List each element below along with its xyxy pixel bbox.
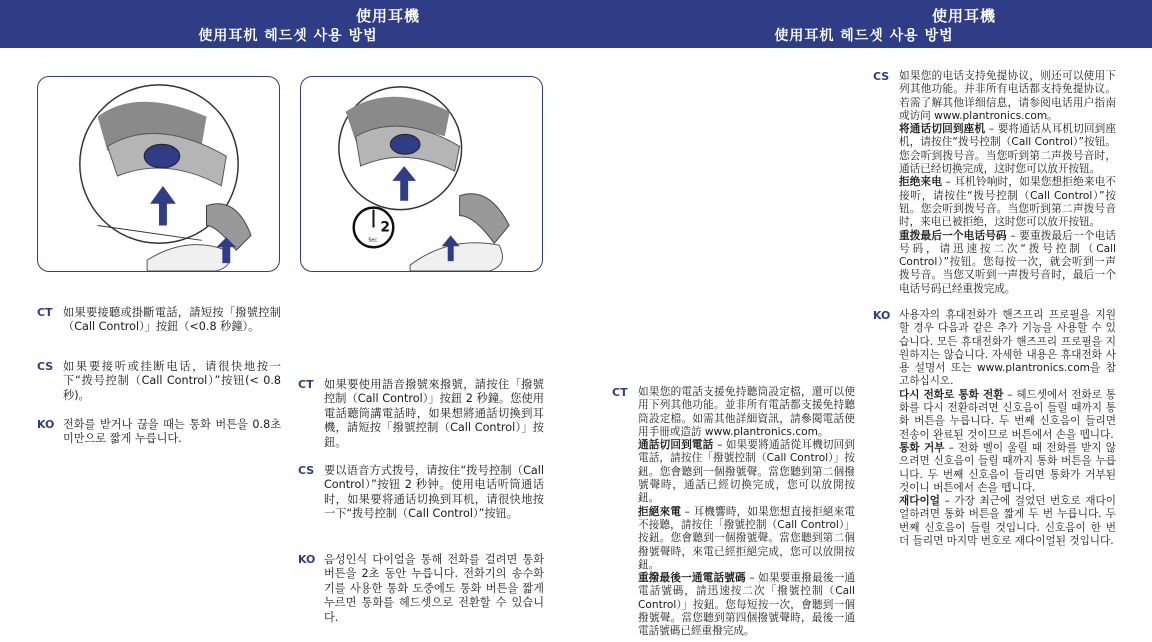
- col1-ko-text: 전화를 받거나 끊을 때는 통화 버튼을 0.8초 미만으로 짧게 누릅니다.: [63, 418, 281, 446]
- col4-cs-f1-text: – 要将通话从耳机切回到座机，请按住“拨号控制（Call Control）”按钮。您会听到拨号音。当您听到第二声拨号音时，通话已经切换完成，这时您可以放开按钮。: [899, 123, 1117, 176]
- col4-ko-f1-text: – 헤드셋에서 전화로 통화를 다시 전환하려면 신호음이 들릴 때까지 통화 버튼을 누릅니다. 두 번째 신호음이 들리면 전송이 완료된 것이므로 버튼에서 손을 뗍니다.: [899, 388, 1116, 441]
- col4-cs-f1-term: 将通话切回到座机: [899, 123, 986, 136]
- lang-code-ko: KO: [37, 418, 55, 431]
- col3-ct-f2-term: 拒絕來電: [638, 505, 682, 518]
- col3-ct-f3-text: – 如果要重撥最後一通電話號碼，請迅速按二次「撥號控制（Call Control）」按鈕。您每短按一次，會聽到一個撥號聲。當您聽到第四個撥號聲時，最後一通電話號碼已經重撥完成。: [638, 572, 855, 638]
- header-left: [0, 0, 576, 48]
- headset-hold-illustration: [301, 77, 542, 271]
- col2-ct-text: 如果要使用語音撥號來撥號，請按住「撥號控制（Call Control）」按鈕 2 秒鐘。您使用電話聽筒講電話時，如果想將通話切換到耳機，請短按「撥號控制（Call Control）」按鈕。: [324, 378, 544, 449]
- lang-code-ct: CT: [612, 386, 628, 399]
- col4-ko-f2-term: 통화 거부: [899, 441, 945, 454]
- lang-code-cs: CS: [873, 70, 890, 83]
- col3-ct-intro: 如果您的電話支援免持聽筒設定檔，還可以使用下列其他功能。並非所有電話都支援免持聽筒設定檔。如需其他詳細資訊，請參閱電話使用手冊或造訪 www.plantronics.com。: [638, 386, 855, 438]
- col4-ko-f1-term: 다시 전화로 통화 전환: [899, 388, 1004, 401]
- headset-press-illustration: [38, 77, 279, 271]
- col4-ko: [873, 309, 1116, 548]
- lang-code-ko: KO: [298, 553, 316, 566]
- col2-ct: [298, 378, 544, 450]
- lang-code-ct: CT: [298, 378, 314, 391]
- col2-ko-text: 음성인식 다이얼을 통해 전화를 걸려면 통화 버튼을 2초 동안 누릅니다. 전화기의 송수화기를 사용한 통화 도중에도 통화 버튼을 짧게 누르면 통화를 헤드셋으로 전환할 수 있습니다.: [324, 553, 544, 624]
- lang-code-ko: KO: [873, 309, 891, 322]
- col4-ko-f3-text: – 가장 최근에 걸었던 번호로 재다이얼하려면 통화 버튼을 짧게 두 번 누릅니다. 두 번째 신호음이 들릴 것입니다. 신호음이 한 번 더 들리면 마지막 번호로 재다이얼된 것입니다.: [899, 495, 1116, 548]
- col2-ko: [298, 553, 544, 625]
- col3-ct-f1-term: 通話切回到電話: [638, 439, 714, 452]
- col3-ct-f2-text: – 耳機響時，如果您想直接拒絕來電不接聽，請按住「撥號控制（Call Control）」按鈕。您會聽到一個撥號聲。當您聽到第二個撥號聲時，來電已經拒絕完成，您可以放開按鈕。: [638, 505, 856, 571]
- header-left-subtitle: 使用耳机 헤드셋 사용 방법: [198, 28, 378, 44]
- col4-cs-f3-term: 重拨最后一个电话号码: [899, 229, 1007, 242]
- header-right: [576, 0, 1152, 48]
- col1-ko: [37, 418, 281, 447]
- col4-cs: [873, 70, 1116, 296]
- header-right-title: 使用耳機: [931, 7, 996, 25]
- col4-cs-intro: 如果您的电话支持免提协议，则还可以使用下列其他功能。并非所有电话都支持免提协议。若需了解其他详细信息，请参阅电话用户指南或访问 www.plantronics.com。: [899, 70, 1116, 122]
- col2-cs: [298, 464, 544, 522]
- col1-ct: [37, 306, 281, 335]
- col4-cs-f2-text: – 耳机铃响时，如果您想拒绝来电不接听，请按住“拨号控制（Call Control）”按钮。您会听到拨号音。当您听到第二声拨号音时，来电已被拒绝，这时您可以放开按钮。: [899, 176, 1117, 229]
- lang-code-ct: CT: [37, 306, 53, 319]
- timer-unit: Sec.: [368, 237, 379, 244]
- col4-cs-f2-term: 拒绝来电: [899, 176, 943, 189]
- col4-ko-f3-term: 재다이얼: [899, 495, 940, 508]
- illustration-short-press: [37, 76, 280, 272]
- col1-cs: [37, 360, 281, 403]
- header-left-title: 使用耳機: [355, 7, 420, 25]
- col1-ct-text: 如果要接聽或掛斷電話，請短按「撥號控制（Call Control）」按鈕（<0.8 秒鐘）。: [63, 306, 281, 334]
- col1-cs-text: 如果要接听或挂断电话，请很快地按一下“拨号控制（Call Control）”按钮(< 0.8 秒)。: [63, 360, 281, 402]
- lang-code-cs: CS: [37, 360, 54, 373]
- header-right-subtitle: 使用耳机 헤드셋 사용 방법: [774, 28, 954, 44]
- col3-ct-f3-term: 重撥最後一通電話號碼: [638, 572, 746, 585]
- illustration-long-press: [300, 76, 543, 272]
- col4-ko-f2-text: – 전화 벨이 울릴 때 전화를 받지 않으려면 신호음이 들릴 때까지 통화 버튼을 누릅니다. 두 번째 신호음이 들리면 통화가 거부된 것이니 버튼에서 손을 뗍니다.: [899, 441, 1116, 494]
- col3-ct: [612, 386, 855, 639]
- col4-ko-intro: 사용자의 휴대전화가 핸즈프리 프로필을 지원할 경우 다음과 같은 추가 기능을 사용할 수 있습니다. 모든 휴대전화가 핸즈프리 프로필을 지원하지는 않습니다. 자세한 내용은 휴대전화 사용 설명서 또는 www.plantronics.com을 참고하십시오.: [899, 309, 1116, 388]
- col4-cs-f3-text: – 要重拨最后一个电话号码，请迅速按二次“拨号控制（Call Control）”按钮。您每按一次，就会听到一声拨号音。当您又听到一声拨号音时，最后一个电话号码已经重拨完成。: [899, 229, 1116, 295]
- timer-label: 2: [380, 219, 391, 236]
- lang-code-cs: CS: [298, 464, 315, 477]
- col2-cs-text: 要以语音方式拨号，请按住“拨号控制（Call Control）”按钮 2 秒钟。使用电话听筒通话时，如果要将通话切换到耳机，请很快地按一下“拨号控制（Call Control）”按钮。: [324, 464, 544, 521]
- col3-ct-f1-text: – 如果要將通話從耳機切回到電話，請按住「撥號控制（Call Control）」按鈕。您會聽到一個撥號聲。當您聽到第二個撥號聲時，通話已經切換完成，您可以放開按鈕。: [638, 439, 856, 505]
